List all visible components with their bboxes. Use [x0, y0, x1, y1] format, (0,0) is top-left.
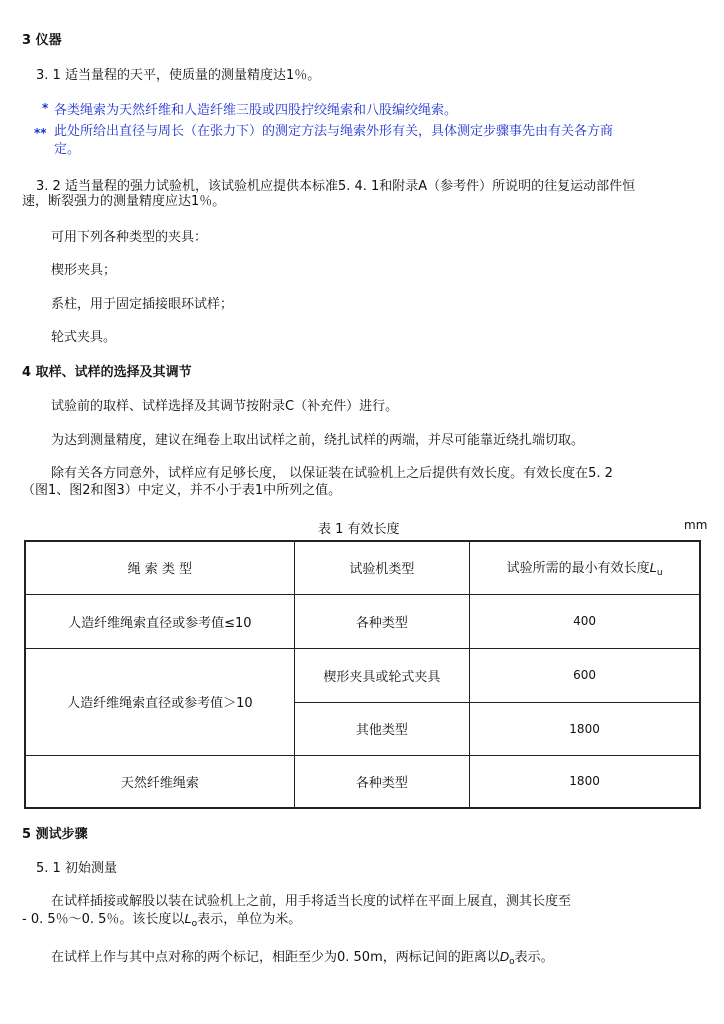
- section-4-paragraph-1: 试验前的取样、试样选择及其调节按附录C（补充件）进行。: [51, 399, 399, 414]
- effective-length-table: [24, 540, 701, 809]
- cell-length: 1800: [470, 755, 700, 808]
- cell-machine-type: 其他类型: [294, 702, 469, 755]
- header-machine-type: 试验机类型: [294, 541, 469, 594]
- table-row: [25, 648, 700, 702]
- section-4-paragraph-2: 为达到测量精度，建议在绳卷上取出试样之前，绕扎试样的两端，并尽可能靠近绕扎端切取。: [51, 433, 585, 448]
- cell-machine-type: 各种类型: [294, 594, 469, 648]
- cell-rope-type: 天然纤维绳索: [25, 755, 294, 808]
- table-row: [25, 594, 700, 648]
- p1-text-b: 表示，单位为米。: [197, 912, 302, 927]
- p1-symbol-L: L: [184, 911, 192, 926]
- section-5-heading: 5 测试步骤: [22, 827, 88, 842]
- footnote-1-mark: *: [42, 101, 49, 115]
- p1-symbol-subscript: o: [191, 919, 198, 929]
- cell-length: 1800: [470, 702, 700, 755]
- clamp-item-bollard: 系柱，用于固定插接眼环试样；: [51, 297, 234, 312]
- paragraph-3-2-line-2: 速，断裂强力的测量精度应达1％。: [22, 194, 226, 209]
- p2-symbol-D: D: [499, 949, 510, 964]
- paragraph-3-2-line-1: 3. 2 适当量程的强力试验机，该试验机应提供本标准5. 4. 1和附录A（参考件）所说明的往复运动部件恒: [36, 179, 636, 194]
- table-unit: mm: [684, 518, 708, 532]
- section-5-paragraph-1-line-1: 在试样插接或解股以装在试验机上之前，用手将适当长度的试样在平面上展直，测其长度至: [51, 894, 572, 909]
- cell-rope-type: 人造纤维绳索直径或参考值≤10: [25, 594, 294, 648]
- table-row: [25, 755, 700, 808]
- table-header-row: [25, 541, 700, 594]
- section-5-paragraph-2: [51, 948, 554, 971]
- table-caption: 表 1 有效长度: [318, 522, 400, 537]
- section-4-heading: 4 取样、试样的选择及其调节: [22, 365, 192, 380]
- footnote-2-line-2: 定。: [54, 142, 81, 157]
- cell-length: 600: [470, 648, 700, 702]
- footnote-2-mark: **: [34, 126, 47, 140]
- section-5-paragraph-1-line-2: [22, 910, 301, 933]
- clamp-item-wheel: 轮式夹具。: [51, 330, 117, 345]
- clamp-intro: 可用下列各种类型的夹具：: [51, 230, 208, 245]
- paragraph-3-1: 3. 1 适当量程的天平，使质量的测量精度达1％。: [36, 68, 321, 83]
- p2-text-b: 表示。: [514, 950, 554, 965]
- footnote-1: 各类绳索为天然纤维和人造纤维三股或四股拧绞绳索和八股编绞绳索。: [54, 103, 458, 118]
- clamp-item-wedge: 楔形夹具；: [51, 263, 117, 278]
- cell-machine-type: 各种类型: [294, 755, 469, 808]
- p2-symbol-subscript: o: [509, 957, 515, 967]
- section-4-paragraph-3-line-1: 除有关各方同意外，试样应有足够长度， 以保证装在试验机上之后提供有效长度。有效长度在5. 2: [51, 466, 613, 481]
- p1-text-a: - 0. 5％～0. 5％。该长度以: [22, 912, 185, 927]
- header-min-length-subscript: u: [656, 568, 663, 579]
- p2-text-a: 在试样上作与其中点对称的两个标记，相距至少为0. 50m，两标记间的距离以: [51, 950, 500, 965]
- header-min-length: [470, 541, 700, 594]
- section-3-heading: 3 仪器: [22, 33, 62, 48]
- section-4-paragraph-3-line-2: （图1、图2和图3）中定义，并不小于表1中所列之值。: [22, 483, 342, 498]
- cell-length: 400: [470, 594, 700, 648]
- cell-machine-type: 楔形夹具或轮式夹具: [294, 648, 469, 702]
- footnote-2-line-1: 此处所给出直径与周长（在张力下）的测定方法与绳索外形有关，具体测定步骤事先由有关各方商: [54, 124, 614, 139]
- header-rope-type: 绳 索 类 型: [25, 541, 294, 594]
- header-min-length-symbol: L: [649, 560, 657, 576]
- cell-rope-type: 人造纤维绳索直径或参考值＞10: [25, 648, 294, 755]
- paragraph-5-1-title: 5. 1 初始测量: [36, 861, 117, 876]
- header-min-length-text: 试验所需的最小有效长度: [506, 561, 650, 577]
